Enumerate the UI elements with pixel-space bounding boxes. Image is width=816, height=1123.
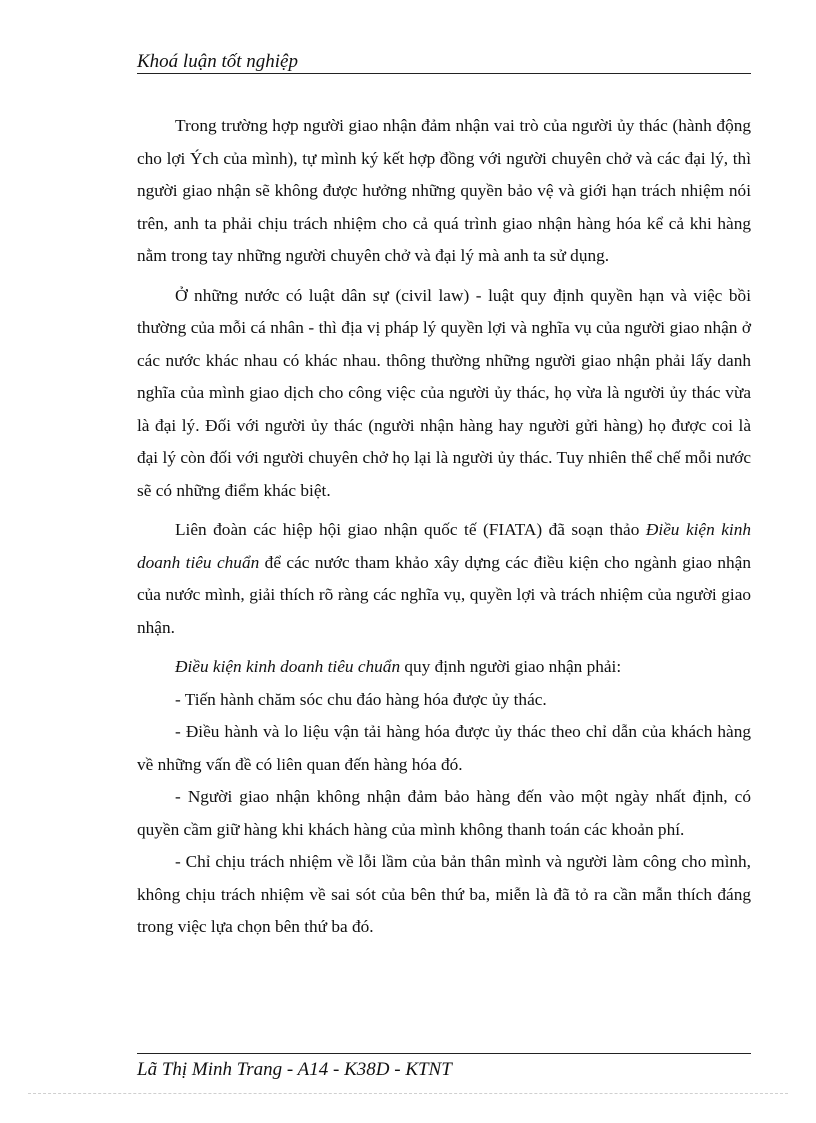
header-divider <box>137 73 751 74</box>
paragraph-3-text-end: để các nước tham khảo xây dựng các điều kiện cho ngành giao nhận của nước mình, giải thích rõ ràng các nghĩa vụ, quyền lợi và trách nhiệm của người giao nhận. <box>137 552 751 637</box>
paragraph-4-italic-title: Điều kiện kinh doanh tiêu chuẩn <box>175 657 401 676</box>
paragraph-2: Ở những nước có luật dân sự (civil law) - luật quy định quyền hạn và việc bồi thường của mỗi cá nhân - thì địa vị pháp lý quyền lợi và nghĩa vụ của người giao nhận ở các nước khác nhau có khác nhau. thông thường những người giao nhận phải lấy danh nghĩa của mình giao dịch cho công việc của người ủy thác, họ vừa là người ủy thác vừa là đại lý. Đối với người ủy thác (người nhận hàng hay người gửi hàng) họ được coi là đại lý còn đối với người chuyên chở họ lại là người ủy thác. Tuy nhiên thể chế mỗi nước sẽ có những điểm khác biệt. <box>137 285 751 500</box>
page-bottom-edge <box>28 1093 788 1094</box>
paragraph-3-italic-title: Điều kiện kinh doanh tiêu chuẩn <box>137 520 751 572</box>
document-body <box>137 110 751 944</box>
paragraph-3-text-start: Liên đoàn các hiệp hội giao nhận quốc tế (FIATA) đã soạn thảo <box>175 520 646 539</box>
footer-divider <box>137 1053 751 1054</box>
paragraph-4-text: quy định người giao nhận phải: <box>400 657 622 676</box>
list-item-3: - Người giao nhận không nhận đảm bảo hàng đến vào một ngày nhất định, có quyền cầm giữ hàng khi khách hàng của mình không thanh toán các khoản phí. <box>137 787 751 839</box>
list-item-2: - Điều hành và lo liệu vận tải hàng hóa được ủy thác theo chỉ dẫn của khách hàng về những vấn đề có liên quan đến hàng hóa đó. <box>137 722 751 774</box>
paragraph-1: Trong trường hợp người giao nhận đảm nhận vai trò của người ủy thác (hành động cho lợi Ých của mình), tự mình ký kết hợp đồng với người chuyên chở và các đại lý, thì người giao nhận sẽ không được hưởng những quyền bảo vệ và giới hạn trách nhiệm nói trên, anh ta phải chịu trách nhiệm cho cả quá trình giao nhận hàng hóa kể cả khi hàng nằm trong tay những người chuyên chở và đại lý mà anh ta sử dụng. <box>137 116 751 265</box>
page-header-title: Khoá luận tốt nghiệp <box>137 51 298 72</box>
paragraph-4 <box>137 651 751 684</box>
page-footer-author: Lã Thị Minh Trang - A14 - K38D - KTNT <box>137 1059 452 1080</box>
list-item-4: - Chỉ chịu trách nhiệm về lỗi lầm của bản thân mình và người làm công cho mình, không chịu trách nhiệm về sai sót của bên thứ ba, miễn là đã tỏ ra cần mẫn thích đáng trong việc lựa chọn bên thứ ba đó. <box>137 852 751 936</box>
paragraph-3 <box>137 514 751 644</box>
list-item-1: - Tiến hành chăm sóc chu đáo hàng hóa được ủy thác. <box>175 689 547 709</box>
